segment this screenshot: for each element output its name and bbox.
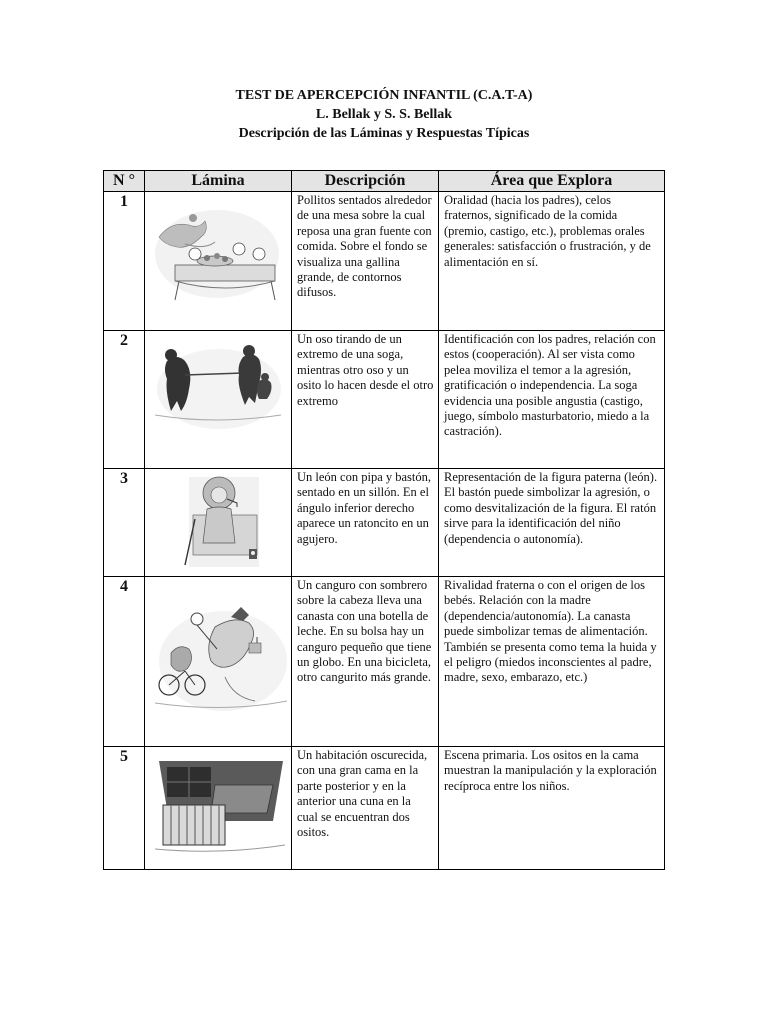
table-row — [104, 331, 665, 469]
table-row — [104, 577, 665, 747]
plate-number: 5 — [104, 747, 145, 870]
plate-number: 3 — [104, 469, 145, 577]
plate-image-cell — [145, 577, 292, 747]
table-header-row — [104, 171, 665, 192]
plate-area: Identificación con los padres, relación con estos (cooperación). Al ser vista como pelea moviliza el temor a la agresión, gratificación o independencia. La soga evidencia una posible angustia (castigo, juego, símbolo masturbatorio, miedo a la castración). — [439, 331, 665, 469]
document-heading — [0, 86, 768, 143]
plate-image-cell — [145, 469, 292, 577]
plate-area: Rivalidad fraterna o con el origen de los bebés. Relación con la madre (dependencia/autonomía). La canasta puede simbolizar temas de alimentación. También se presenta como tema la huida y el peligro (miedos inconscientes al padre, madre, sexo, embarazo, etc.) — [439, 577, 665, 747]
plate-description: Un habitación oscurecida, con una gran cama en la parte posterior y en la anterior una cuna en la cual se encuentran dos ositos. — [292, 747, 439, 870]
plate-image-cell — [145, 331, 292, 469]
plate-area: Oralidad (hacia los padres), celos fraternos, significado de la comida (premio, castigo, etc.), problemas orales generales: satisfacción o frustración, y de alimentación en sí. — [439, 192, 665, 331]
plate-image-cell — [145, 192, 292, 331]
lion-with-pipe-illustration — [145, 469, 291, 573]
document-authors: L. Bellak y S. S. Bellak — [315, 107, 453, 122]
document-subtitle: Descripción de las Láminas y Respuestas Típicas — [238, 126, 530, 141]
table-row — [104, 469, 665, 577]
column-header-description: Descripción — [292, 171, 439, 192]
plates-table — [103, 170, 665, 870]
kangaroo-with-basket-illustration — [145, 577, 291, 743]
plate-description: Pollitos sentados alrededor de una mesa sobre la cual reposa una gran fuente con comida. Sobre el fondo se visualiza una gallina grande, de contornos difusos. — [292, 192, 439, 331]
plate-description: Un león con pipa y bastón, sentado en un sillón. En el ángulo inferior derecho aparece un ratoncito en un agujero. — [292, 469, 439, 577]
plate-number: 2 — [104, 331, 145, 469]
table-row — [104, 747, 665, 870]
plate-description: Un oso tirando de un extremo de una soga, mientras otro oso y un osito lo hacen desde el otro extremo — [292, 331, 439, 469]
plate-image-cell — [145, 747, 292, 870]
plate-description: Un canguro con sombrero sobre la cabeza lleva una canasta con una botella de leche. En su bolsa hay un canguro pequeño que tiene un globo. En una bicicleta, otro cangurito más grande. — [292, 577, 439, 747]
column-header-number: N ° — [104, 171, 145, 192]
table-row — [104, 192, 665, 331]
plate-area: Escena primaria. Los ositos en la cama muestran la manipulación y la exploración recíproca entre los niños. — [439, 747, 665, 870]
document-title: TEST DE APERCEPCIÓN INFANTIL (C.A.T-A) — [235, 88, 533, 103]
bears-tug-of-war-illustration — [145, 331, 291, 465]
plate-area: Representación de la figura paterna (león). El bastón puede simbolizar la agresión, o como desvitalización de la figura. El ratón sirve para la identificación del niño (dependencia o autonomía). — [439, 469, 665, 577]
column-header-plate: Lámina — [145, 171, 292, 192]
column-header-area: Área que Explora — [439, 171, 665, 192]
plate-number: 1 — [104, 192, 145, 331]
hen-and-chicks-at-table-illustration — [145, 192, 291, 328]
plate-number: 4 — [104, 577, 145, 747]
dark-bedroom-with-crib-illustration — [145, 747, 291, 867]
